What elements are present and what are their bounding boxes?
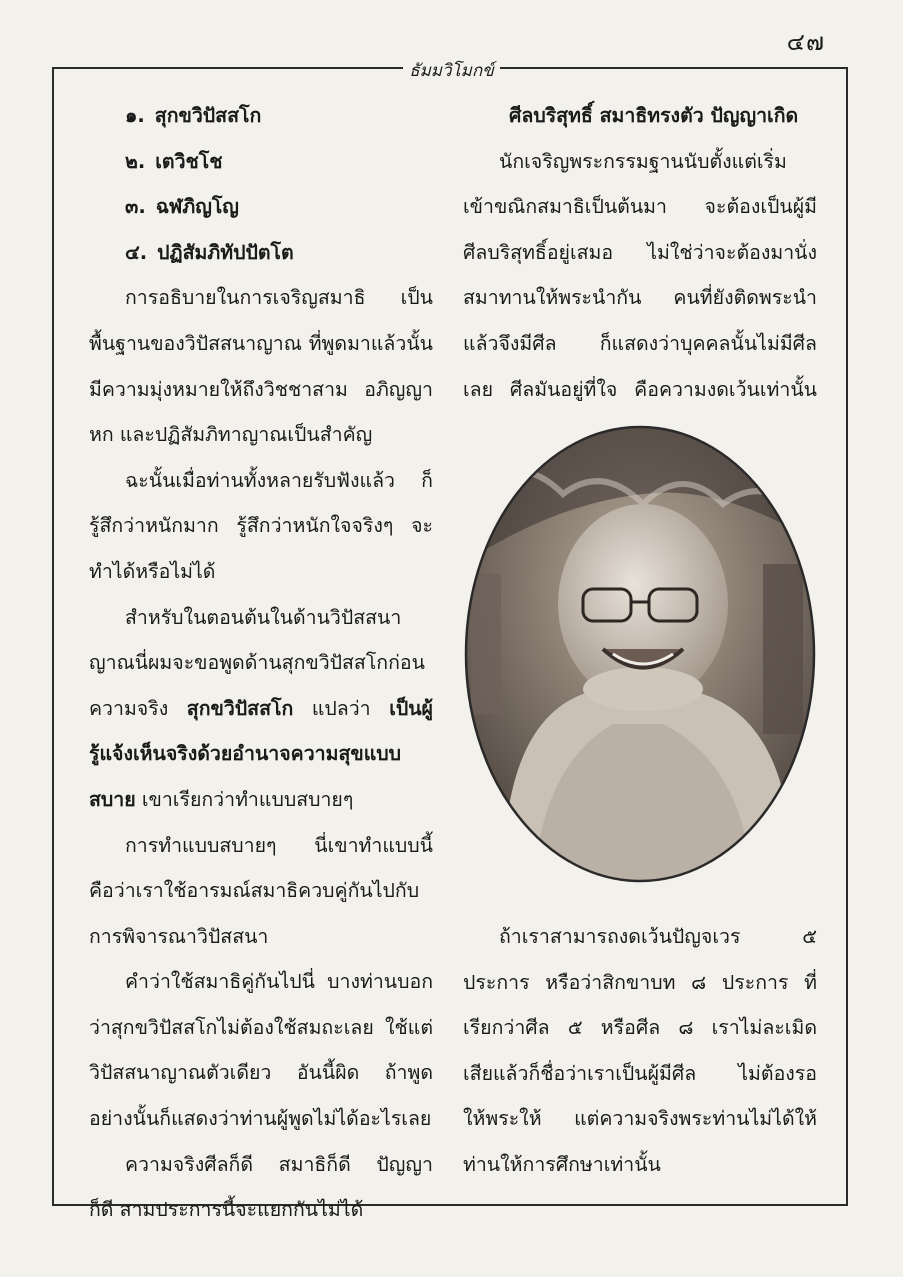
text-line: ศีลบริสุทธิ์อยู่เสมอ ไม่ใช่ว่าจะต้องมานั่ง	[463, 240, 817, 264]
bold-term: เป็นผู้	[389, 696, 433, 720]
text-line: อย่างนั้นก็แสดงว่าท่านผู้พูดไม่ได้อะไรเลย	[89, 1107, 432, 1131]
left-column	[89, 93, 433, 1233]
list-text: สุกขวิปัสสโก	[154, 104, 262, 127]
text-line: ทำได้หรือไม่ได้	[89, 559, 216, 583]
text-line: ญาณนี่ผมจะขอพูดด้านสุกขวิปัสสโกก่อน	[89, 651, 425, 675]
text-line: มีความมุ่งหมายให้ถึงวิชชาสาม อภิญญา	[89, 377, 433, 401]
text-line: การอธิบายในการเจริญสมาธิ เป็น	[125, 286, 433, 310]
text-line: การทำแบบสบายๆ นี่เขาทำแบบนี้	[125, 833, 433, 857]
text-line: ให้พระให้ แต่ความจริงพระท่านไม่ได้ให้	[463, 1107, 817, 1131]
right-column-lower	[463, 914, 817, 1188]
list-item	[89, 139, 433, 185]
portrait-image	[463, 424, 818, 884]
text-line: ว่าสุกขวิปัสสโกไม่ต้องใช้สมถะเลย ใช้แต่	[89, 1015, 433, 1039]
text-line: ประการ หรือว่าสิกขาบท ๘ ประการ ที่	[463, 970, 817, 994]
text-span: แปลว่า	[293, 696, 390, 720]
monk-portrait	[463, 424, 818, 884]
list-number: ๒.	[125, 149, 146, 173]
right-column	[463, 93, 817, 412]
text-line-mixed	[89, 686, 433, 732]
text-line: เสียแล้วก็ชื่อว่าเราเป็นผู้มีศีล ไม่ต้องรอ	[463, 1061, 817, 1085]
list-item	[89, 230, 433, 276]
text-line: คือว่าเราใช้อารมณ์สมาธิควบคู่กันไปกับ	[89, 879, 420, 903]
text-line: ท่านให้การศึกษาเท่านั้น	[463, 1152, 661, 1176]
bold-term: สบาย	[89, 787, 136, 811]
bold-line: รู้แจ้งเห็นจริงด้วยอำนาจความสุขแบบ	[89, 742, 402, 766]
text-line: หก และปฏิสัมภิทาญาณเป็นสำคัญ	[89, 423, 373, 447]
list-number: ๑.	[125, 104, 145, 127]
list-text: ฉฬภิญโญ	[155, 195, 239, 219]
text-span: เขาเรียกว่าทำแบบสบายๆ	[135, 787, 354, 811]
text-line: สำหรับในตอนต้นในด้านวิปัสสนา	[125, 605, 402, 629]
text-line: ความจริงศีลก็ดี สมาธิก็ดี ปัญญา	[125, 1152, 433, 1176]
list-item	[89, 184, 433, 230]
page-number: ๔๗	[786, 28, 825, 56]
list-item	[89, 93, 433, 139]
text-line: เลย ศีลมันอยู่ที่ใจ คือความงดเว้นเท่านั้น	[463, 377, 817, 401]
list-number: ๓.	[125, 195, 146, 219]
running-header	[0, 57, 903, 84]
text-line: ก็ดี สามประการนี้จะแยกกันไม่ได้	[89, 1198, 364, 1222]
text-line: แล้วจึงมีศีล ก็แสดงว่าบุคคลนั้นไม่มีศีล	[463, 331, 817, 355]
running-header-text: ธัมมวิโมกข์	[403, 57, 500, 84]
text-line: วิปัสสนาญาณตัวเดียว อันนี้ผิด ถ้าพูด	[89, 1061, 433, 1085]
text-line: พื้นฐานของวิปัสสนาญาณ ที่พูดมาแล้วนั้น	[89, 331, 433, 355]
text-line: นักเจริญพระกรรมฐานนับตั้งแต่เริ่ม	[499, 149, 787, 173]
text-span: ความจริง	[89, 696, 187, 720]
text-line: รู้สึกว่าหนักมาก รู้สึกว่าหนักใจจริงๆ จะ	[89, 514, 433, 538]
list-text: ปฏิสัมภิทัปปัตโต	[157, 240, 294, 264]
text-line: เข้าขณิกสมาธิเป็นต้นมา จะต้องเป็นผู้มี	[463, 195, 817, 219]
text-line: เรียกว่าศีล ๕ หรือศีล ๘ เราไม่ละเมิด	[463, 1016, 817, 1040]
list-text: เตวิชโช	[155, 149, 223, 173]
text-line: คำว่าใช้สมาธิคู่กันไปนี่ บางท่านบอก	[125, 970, 433, 994]
list-number: ๔.	[125, 240, 148, 264]
bold-term: สุกขวิปัสสโก	[186, 696, 294, 720]
text-line: ฉะนั้นเมื่อท่านทั้งหลายรับฟังแล้ว ก็	[125, 468, 433, 492]
text-line: ถ้าเราสามารถงดเว้นปัญจเวร ๕	[499, 925, 817, 948]
text-line: การพิจารณาวิปัสสนา	[89, 924, 269, 948]
text-line: สมาทานให้พระนำกัน คนที่ยังติดพระนำ	[463, 286, 817, 310]
text-line-mixed	[89, 777, 433, 823]
section-heading: ศีลบริสุทธิ์ สมาธิทรงตัว ปัญญาเกิด	[509, 104, 799, 127]
